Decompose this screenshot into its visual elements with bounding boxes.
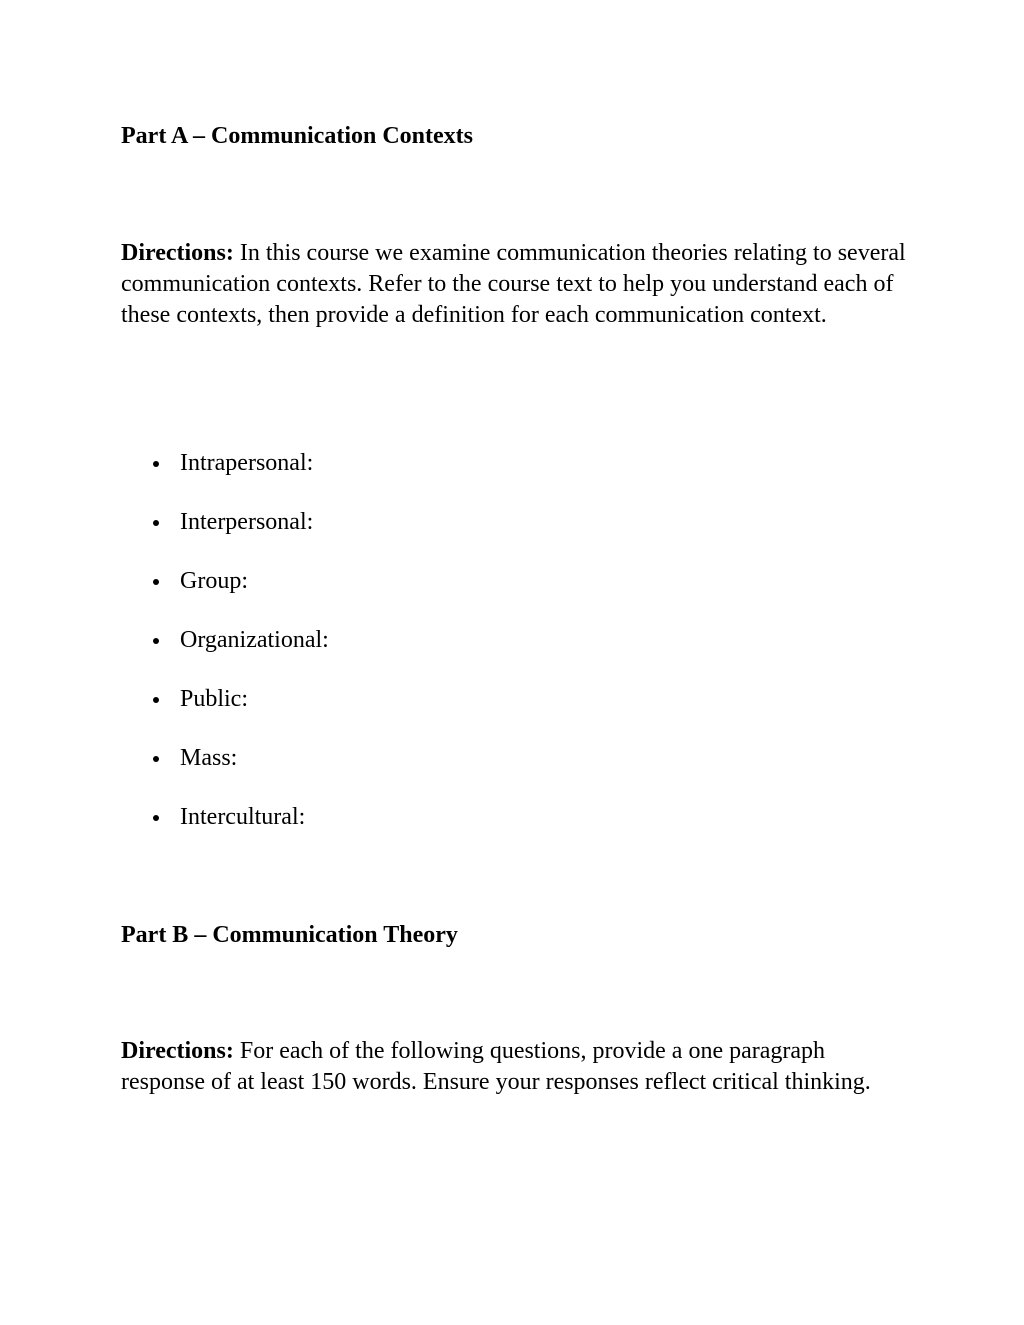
- part-b-directions-label: Directions:: [121, 1038, 234, 1064]
- part-b-directions: [121, 1036, 911, 1098]
- context-label-mass: Mass:: [180, 745, 238, 771]
- bullet-icon: [153, 520, 159, 526]
- context-label-interpersonal: Interpersonal:: [180, 509, 314, 535]
- bullet-icon: [153, 815, 159, 821]
- part-b-directions-text: For each of the following questions, provide a one paragraph response of at least 150 words. Ensure your responses reflect critical thinking.: [121, 1038, 871, 1095]
- part-a-directions-text: In this course we examine communication theories relating to several communication contexts. Refer to the course text to help you understand each of these contexts, then provide a definition for each communication context.: [121, 240, 906, 328]
- bullet-icon: [153, 697, 159, 703]
- context-label-public: Public:: [180, 686, 249, 712]
- part-a-directions-label: Directions:: [121, 240, 234, 266]
- part-b-heading: Part B – Communication Theory: [121, 922, 458, 948]
- bullet-icon: [153, 461, 159, 467]
- context-label-intercultural: Intercultural:: [180, 804, 306, 830]
- part-a-directions: [121, 238, 911, 331]
- bullet-icon: [153, 756, 159, 762]
- bullet-icon: [153, 579, 159, 585]
- part-a-heading: Part A – Communication Contexts: [121, 123, 473, 149]
- bullet-icon: [153, 638, 159, 644]
- context-label-intrapersonal: Intrapersonal:: [180, 450, 314, 476]
- context-label-group: Group:: [180, 568, 248, 594]
- context-label-organizational: Organizational:: [180, 627, 329, 653]
